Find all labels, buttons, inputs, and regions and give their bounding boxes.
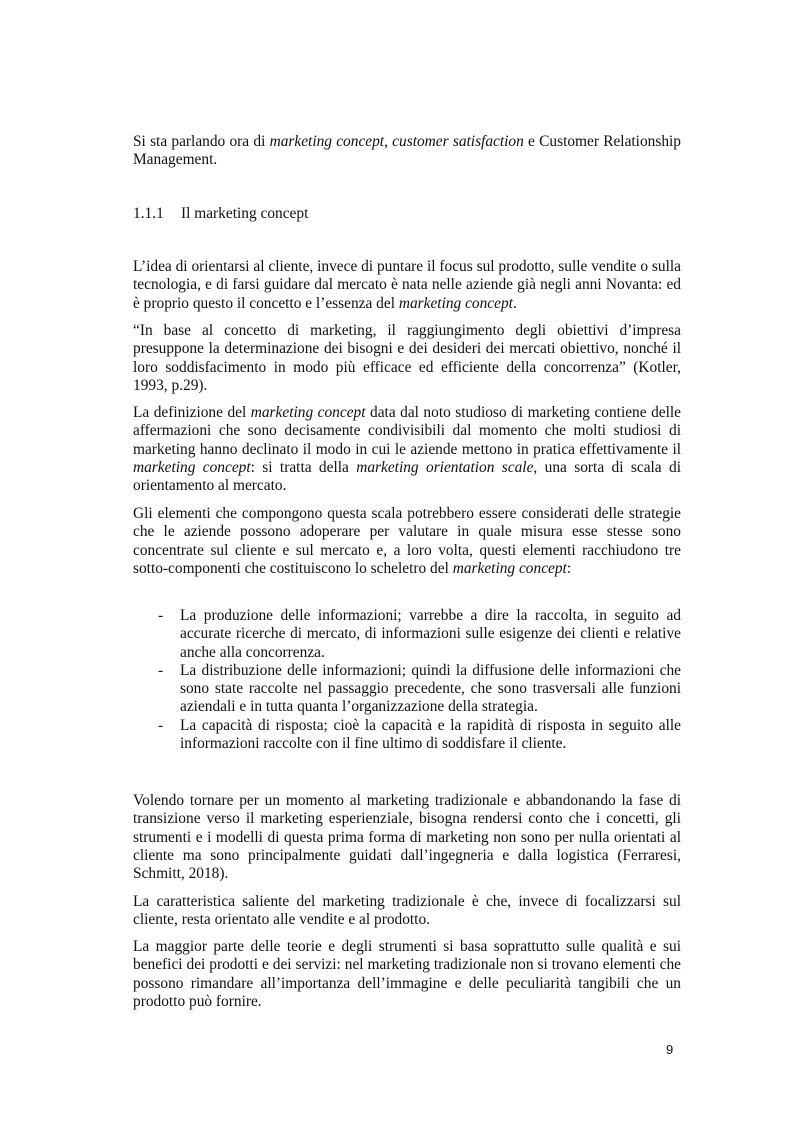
list-item: - La distribuzione delle informazioni; quindi la diffusione delle informazioni che sono state raccolte nel passaggio precedente, che sono trasversali alle funzioni aziendali e in tutta quanta l’organizzazione della strategia. [158, 661, 681, 716]
list-bullet: - [158, 716, 164, 734]
paragraph-4: Gli elementi che compongono questa scala potrebbero essere considerati delle strategie che le aziende possono adoperare per valutare in quale misura esse stesse sono concentrate sul cliente e sul mercato e, a loro volta, questi elementi racchiudono tre sotto-componenti che costituiscono lo scheletro del marketing concept: [133, 505, 681, 577]
paragraph-6: La caratteristica saliente del marketing tradizionale è che, invece di focalizzarsi sul cliente, resta orientato alle vendite e al prodotto. [133, 893, 681, 929]
intro-paragraph: Si sta parlando ora di marketing concept, customer satisfaction e Customer Relationship Management. [133, 133, 682, 169]
paragraph-3: La definizione del marketing concept data dal noto studioso di marketing contiene delle affermazioni che sono decisamente condivisibili dal momento che molti studiosi di marketing hanno declinato il modo in cui le aziende mettono in pratica effettivamente il marketing concept: si tratta della marketing orientation scale, una sorta di scala di orientamento al mercato. [133, 404, 681, 495]
paragraph-7: La maggior parte delle teorie e degli strumenti si basa soprattutto sulle qualità e sui benefici dei prodotti e dei servizi: nel marketing tradizionale non si trovano elementi che possono rimandare all’importanza dell’immagine e delle peculiarità tangibili che un prodotto può fornire. [133, 938, 681, 1010]
section-heading [133, 205, 308, 223]
intro-term-marketing-concept: marketing concept [269, 133, 385, 150]
paragraph-1: L’idea di orientarsi al cliente, invece di puntare il focus sul prodotto, sulle vendite o sulla tecnologia, e di farsi guidare dal mercato è nata nelle aziende già negli anni Novanta: ed è proprio questo il concetto e l’essenza del marketing concept. [133, 258, 681, 312]
list-item: - La produzione delle informazioni; varrebbe a dire la raccolta, in seguito ad accurate ricerche di mercato, di informazioni sulle esigenze dei clienti e relative anche alla concorrenza. [158, 607, 681, 661]
list-bullet: - [158, 661, 164, 679]
section-number: 1.1.1 [133, 205, 164, 222]
section-title: Il marketing concept [181, 205, 309, 222]
list-bullet: - [158, 607, 164, 624]
components-list [133, 607, 681, 753]
list-item: - La capacità di risposta; cioè la capacità e la rapidità di risposta in seguito alle informazioni raccolte con il fine ultimo di soddisfare il cliente. [158, 716, 681, 753]
page-number: 9 [666, 1042, 674, 1057]
intro-term-customer-satisfaction: customer satisfaction [392, 133, 524, 150]
paragraph-5: Volendo tornare per un momento al marketing tradizionale e abbandonando la fase di transizione verso il marketing esperienziale, bisogna rendersi conto che i concetti, gli strumenti e i modelli di questa prima forma di marketing non sono per nulla orientati al cliente ma sono principalmente guidati dall’ingegneria e dalla logistica (Ferraresi, Schmitt, 2018). [133, 792, 681, 883]
paragraph-quote-kotler: “In base al concetto di marketing, il raggiungimento degli obiettivi d’impresa presuppone la determinazione dei bisogni e dei desideri dei mercati obiettivo, nonché il loro soddisfacimento in modo più efficace ed efficiente della concorrenza” (Kotler, 1993, p.29). [133, 322, 681, 394]
